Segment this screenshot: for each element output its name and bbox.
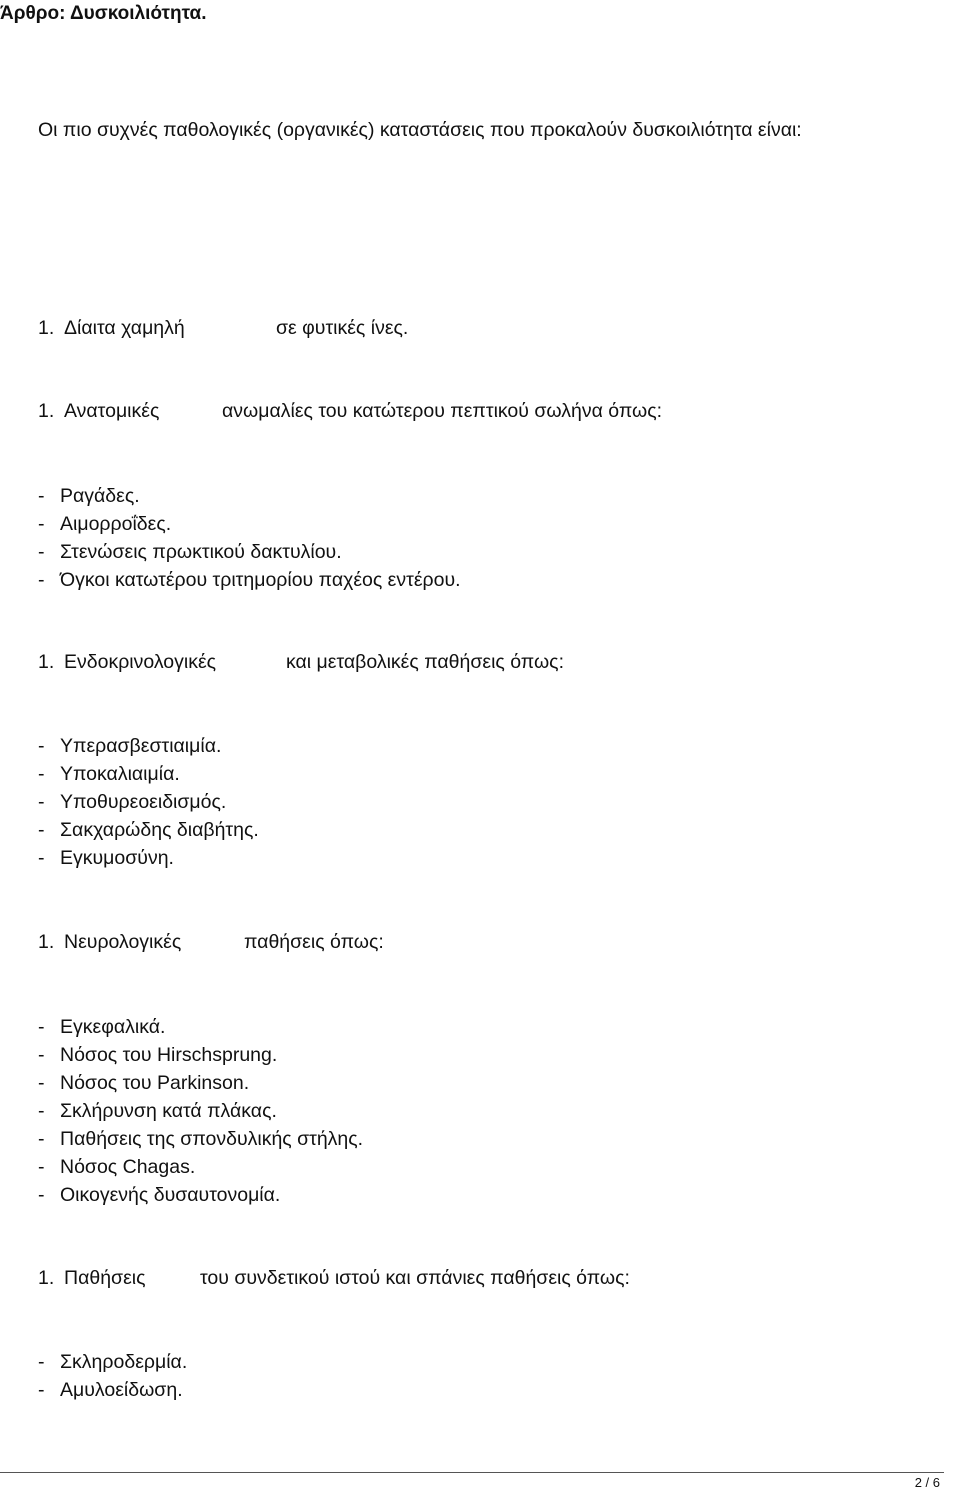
section-lead: Δίαιτα χαμηλή (64, 317, 185, 339)
section-lead: Παθήσεις (64, 1267, 146, 1289)
list-item (38, 1013, 363, 1041)
section-rest: παθήσεις όπως: (244, 931, 384, 953)
list-item-text: Οικογενής δυσαυτονομία. (60, 1184, 281, 1206)
list-item-text: Εγκεφαλικά. (60, 1016, 166, 1038)
list-marker: - (38, 569, 45, 591)
section-number: 1. (38, 651, 55, 673)
list-item (38, 566, 461, 594)
list-item-text: Παθήσεις της σπονδυλικής στήλης. (60, 1128, 364, 1150)
section-lead: Ενδοκρινολογικές (64, 651, 217, 673)
list-marker: - (38, 847, 45, 869)
list-item-text: Όγκοι κατωτέρου τριτημορίου παχέος εντέρου. (60, 569, 461, 591)
list-item-text: Σακχαρώδης διαβήτης. (60, 819, 259, 841)
list-item (38, 1097, 363, 1125)
list-marker: - (38, 1184, 45, 1206)
list-item (38, 760, 259, 788)
list-item (38, 816, 259, 844)
list-item (38, 1041, 363, 1069)
section-rest: και μεταβολικές παθήσεις όπως: (286, 651, 564, 673)
list-item (38, 1069, 363, 1097)
list-marker: - (38, 485, 45, 507)
page-number: 2 / 6 (914, 1475, 940, 1490)
list-marker: - (38, 763, 45, 785)
section-heading-diet (38, 317, 408, 340)
section-heading-endocrine (38, 651, 564, 674)
list-item-text: Υπερασβεστιαιμία. (60, 735, 222, 757)
section-rest: ανωμαλίες του κατώτερου πεπτικού σωλήνα όπως: (222, 400, 663, 422)
connective-tissue-list (38, 1348, 187, 1404)
list-marker: - (38, 1379, 45, 1401)
list-item (38, 1348, 187, 1376)
list-marker: - (38, 1072, 45, 1094)
list-item-text: Νόσος Chagas. (60, 1156, 196, 1178)
list-item-text: Υποθυρεοειδισμός. (60, 791, 227, 813)
list-marker: - (38, 819, 45, 841)
list-marker: - (38, 791, 45, 813)
list-item-text: Στενώσεις πρωκτικού δακτυλίου. (60, 541, 342, 563)
section-number: 1. (38, 400, 55, 422)
list-item (38, 482, 461, 510)
list-item (38, 788, 259, 816)
list-marker: - (38, 735, 45, 757)
list-item (38, 844, 259, 872)
list-item-text: Υποκαλιαιμία. (60, 763, 180, 785)
list-marker: - (38, 1016, 45, 1038)
list-item (38, 1376, 187, 1404)
document-title: Άρθρο: Δυσκοιλιότητα. (0, 3, 207, 24)
list-item (38, 538, 461, 566)
list-item-text: Σκλήρυνση κατά πλάκας. (60, 1100, 277, 1122)
list-marker: - (38, 1156, 45, 1178)
list-item-text: Νόσος του Hirschsprung. (60, 1044, 278, 1066)
section-heading-connective-tissue (38, 1267, 630, 1290)
list-item-text: Εγκυμοσύνη. (60, 847, 174, 869)
section-lead: Ανατομικές (64, 400, 160, 422)
list-item-text: Αιμορροΐδες. (60, 513, 172, 535)
list-marker: - (38, 1100, 45, 1122)
list-marker: - (38, 1044, 45, 1066)
section-rest: σε φυτικές ίνες. (276, 317, 409, 339)
section-heading-anatomical (38, 400, 662, 423)
list-item-text: Ραγάδες. (60, 485, 140, 507)
list-marker: - (38, 541, 45, 563)
endocrine-list (38, 732, 259, 872)
intro-paragraph: Οι πιο συχνές παθολογικές (οργανικές) καταστάσεις που προκαλούν δυσκοιλιότητα είναι: (38, 119, 802, 141)
section-number: 1. (38, 317, 55, 339)
list-item (38, 510, 461, 538)
section-number: 1. (38, 931, 55, 953)
list-item-text: Νόσος του Parkinson. (60, 1072, 250, 1094)
list-item (38, 1125, 363, 1153)
neurological-list (38, 1013, 363, 1209)
section-lead: Νευρολογικές (64, 931, 182, 953)
list-item (38, 1181, 363, 1209)
section-rest: του συνδετικού ιστού και σπάνιες παθήσεις όπως: (200, 1267, 630, 1289)
list-marker: - (38, 1351, 45, 1373)
list-item-text: Αμυλοείδωση. (60, 1379, 183, 1401)
list-item-text: Σκληροδερμία. (60, 1351, 188, 1373)
anatomical-list (38, 482, 461, 594)
list-item (38, 732, 259, 760)
footer-divider (0, 1472, 944, 1473)
list-marker: - (38, 1128, 45, 1150)
list-item (38, 1153, 363, 1181)
list-marker: - (38, 513, 45, 535)
section-heading-neurological (38, 931, 384, 954)
section-number: 1. (38, 1267, 55, 1289)
